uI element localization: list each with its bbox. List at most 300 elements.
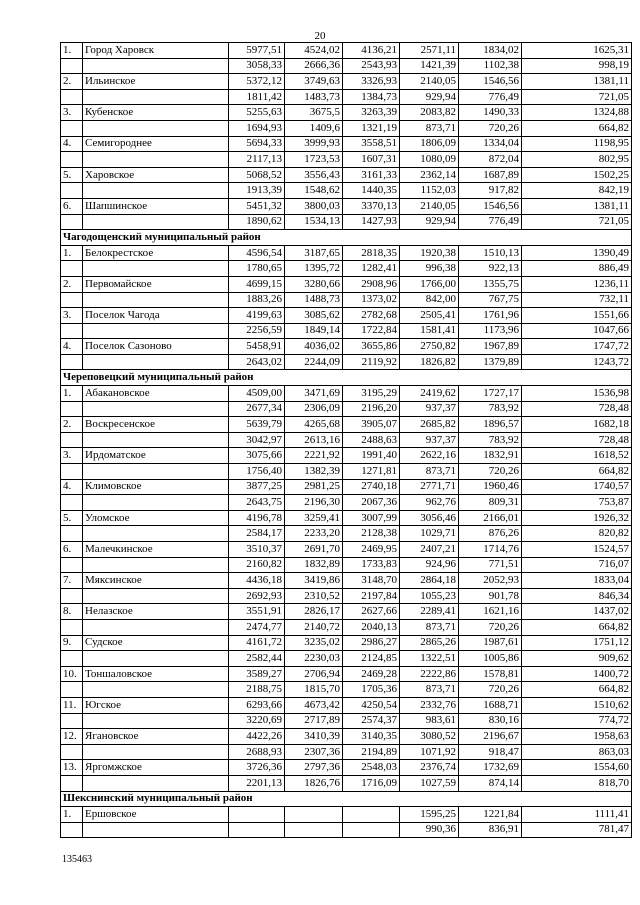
value-cell: 3999,93 — [285, 136, 343, 152]
table-row — [61, 354, 632, 370]
table-row — [61, 308, 632, 324]
value-cell: 2256,59 — [229, 323, 285, 339]
value-cell: 2194,89 — [343, 744, 400, 760]
value-cell: 918,47 — [459, 744, 522, 760]
value-cell: 6293,66 — [229, 697, 285, 713]
row-number: 1. — [61, 43, 83, 59]
row-number: 6. — [61, 198, 83, 214]
settlement-name: Кубенское — [83, 105, 229, 121]
value-cell: 929,94 — [400, 89, 459, 105]
value-cell: 1483,73 — [285, 89, 343, 105]
value-cell: 1080,09 — [400, 152, 459, 168]
value-cell: 3056,46 — [400, 510, 459, 526]
settlement-name: Первомайское — [83, 276, 229, 292]
value-cell: 774,72 — [522, 713, 632, 729]
value-cell: 1379,89 — [459, 354, 522, 370]
table-row — [61, 183, 632, 199]
settlement-name: Абакановское — [83, 386, 229, 402]
value-cell: 1766,00 — [400, 276, 459, 292]
value-cell: 3370,13 — [343, 198, 400, 214]
value-cell: 781,47 — [522, 822, 632, 838]
value-cell: 1618,52 — [522, 448, 632, 464]
value-cell: 1967,89 — [459, 339, 522, 355]
settlement-name: Уломское — [83, 510, 229, 526]
value-cell: 1524,57 — [522, 542, 632, 558]
value-cell: 1395,72 — [285, 261, 343, 277]
value-cell: 1047,66 — [522, 323, 632, 339]
value-cell: 1687,89 — [459, 167, 522, 183]
value-cell: 1780,65 — [229, 261, 285, 277]
settlement-name: Город Харовск — [83, 43, 229, 59]
value-cell: 3726,36 — [229, 760, 285, 776]
value-cell — [229, 807, 285, 823]
value-cell: 909,62 — [522, 651, 632, 667]
row-number — [61, 495, 83, 511]
settlement-name — [83, 775, 229, 791]
value-cell: 4436,18 — [229, 573, 285, 589]
value-cell: 3007,99 — [343, 510, 400, 526]
value-cell: 2717,89 — [285, 713, 343, 729]
value-cell: 1324,88 — [522, 105, 632, 121]
value-cell: 1832,91 — [459, 448, 522, 464]
row-number: 8. — [61, 604, 83, 620]
row-number: 4. — [61, 339, 83, 355]
value-cell: 3471,69 — [285, 386, 343, 402]
table-row — [61, 604, 632, 620]
value-cell: 1102,38 — [459, 58, 522, 74]
row-number: 2. — [61, 74, 83, 90]
value-cell: 873,71 — [400, 682, 459, 698]
table-row — [61, 479, 632, 495]
value-cell: 924,96 — [400, 557, 459, 573]
value-cell: 3195,29 — [343, 386, 400, 402]
value-cell: 886,49 — [522, 261, 632, 277]
value-cell: 2244,09 — [285, 354, 343, 370]
value-cell: 929,94 — [400, 214, 459, 230]
table-row — [61, 682, 632, 698]
value-cell: 1536,98 — [522, 386, 632, 402]
value-cell: 1055,23 — [400, 588, 459, 604]
value-cell: 1595,25 — [400, 807, 459, 823]
value-cell: 1029,71 — [400, 526, 459, 542]
value-cell: 5451,32 — [229, 198, 285, 214]
section-title: Череповецкий муниципальный район — [61, 370, 632, 386]
value-cell: 1727,17 — [459, 386, 522, 402]
settlement-name: Белокрестское — [83, 245, 229, 261]
value-cell: 2196,20 — [343, 401, 400, 417]
table-row — [61, 448, 632, 464]
value-cell: 4199,63 — [229, 308, 285, 324]
row-number — [61, 464, 83, 480]
value-cell: 2474,77 — [229, 619, 285, 635]
value-cell: 3905,07 — [343, 417, 400, 433]
value-cell: 2548,03 — [343, 760, 400, 776]
value-cell: 1621,16 — [459, 604, 522, 620]
value-cell: 873,71 — [400, 464, 459, 480]
table-row — [61, 58, 632, 74]
value-cell: 4161,72 — [229, 635, 285, 651]
value-cell: 2052,93 — [459, 573, 522, 589]
value-cell: 1243,72 — [522, 354, 632, 370]
value-cell: 1427,93 — [343, 214, 400, 230]
value-cell: 1833,04 — [522, 573, 632, 589]
value-cell: 4596,54 — [229, 245, 285, 261]
value-cell — [285, 822, 343, 838]
row-number — [61, 682, 83, 698]
value-cell: 3263,39 — [343, 105, 400, 121]
settlement-name — [83, 401, 229, 417]
value-cell: 917,82 — [459, 183, 522, 199]
table-row — [61, 635, 632, 651]
row-number: 2. — [61, 276, 83, 292]
value-cell: 1607,31 — [343, 152, 400, 168]
value-cell: 876,26 — [459, 526, 522, 542]
value-cell: 4422,26 — [229, 729, 285, 745]
value-cell: 3800,03 — [285, 198, 343, 214]
settlement-name — [83, 214, 229, 230]
value-cell: 1761,96 — [459, 308, 522, 324]
value-cell: 1282,41 — [343, 261, 400, 277]
value-cell: 1437,02 — [522, 604, 632, 620]
value-cell: 1409,6 — [285, 120, 343, 136]
value-cell: 1688,71 — [459, 697, 522, 713]
value-cell: 2613,16 — [285, 432, 343, 448]
value-cell: 937,37 — [400, 432, 459, 448]
value-cell: 771,51 — [459, 557, 522, 573]
settlement-name: Малечкинское — [83, 542, 229, 558]
value-cell: 1723,53 — [285, 152, 343, 168]
value-cell: 1027,59 — [400, 775, 459, 791]
row-number — [61, 89, 83, 105]
settlement-name — [83, 89, 229, 105]
settlement-name — [83, 323, 229, 339]
table-row — [61, 292, 632, 308]
settlement-name — [83, 58, 229, 74]
value-cell: 1958,63 — [522, 729, 632, 745]
value-cell: 2584,17 — [229, 526, 285, 542]
settlement-name — [83, 651, 229, 667]
table-row — [61, 542, 632, 558]
settlement-name: Воскресенское — [83, 417, 229, 433]
value-cell: 3558,51 — [343, 136, 400, 152]
value-cell: 2160,82 — [229, 557, 285, 573]
section-row — [61, 230, 632, 246]
row-number: 3. — [61, 105, 83, 121]
value-cell: 3085,62 — [285, 308, 343, 324]
table-row — [61, 666, 632, 682]
value-cell: 836,91 — [459, 822, 522, 838]
value-cell: 2771,71 — [400, 479, 459, 495]
value-cell: 1920,38 — [400, 245, 459, 261]
value-cell: 2166,01 — [459, 510, 522, 526]
value-cell: 1502,25 — [522, 167, 632, 183]
value-cell: 1581,41 — [400, 323, 459, 339]
value-cell: 842,19 — [522, 183, 632, 199]
row-number: 5. — [61, 510, 83, 526]
table-row — [61, 619, 632, 635]
row-number — [61, 261, 83, 277]
value-cell: 1488,73 — [285, 292, 343, 308]
value-cell: 3280,66 — [285, 276, 343, 292]
value-cell: 1321,19 — [343, 120, 400, 136]
settlement-name — [83, 432, 229, 448]
value-cell: 1756,40 — [229, 464, 285, 480]
row-number: 4. — [61, 136, 83, 152]
value-cell: 783,92 — [459, 401, 522, 417]
value-cell: 922,13 — [459, 261, 522, 277]
value-cell: 1221,84 — [459, 807, 522, 823]
value-cell: 2307,36 — [285, 744, 343, 760]
value-cell: 2643,02 — [229, 354, 285, 370]
row-number — [61, 432, 83, 448]
row-number: 1. — [61, 245, 83, 261]
row-number — [61, 744, 83, 760]
value-cell: 2201,13 — [229, 775, 285, 791]
settlement-name — [83, 822, 229, 838]
value-cell: 2740,18 — [343, 479, 400, 495]
value-cell: 2196,67 — [459, 729, 522, 745]
value-cell: 3877,25 — [229, 479, 285, 495]
value-cell: 1625,31 — [522, 43, 632, 59]
settlement-name — [83, 152, 229, 168]
value-cell: 1815,70 — [285, 682, 343, 698]
table-row — [61, 152, 632, 168]
value-cell: 846,34 — [522, 588, 632, 604]
value-cell — [285, 807, 343, 823]
value-cell — [343, 822, 400, 838]
value-cell: 2188,75 — [229, 682, 285, 698]
value-cell: 2067,36 — [343, 495, 400, 511]
value-cell: 1400,72 — [522, 666, 632, 682]
row-number — [61, 120, 83, 136]
value-cell: 820,82 — [522, 526, 632, 542]
table-row — [61, 729, 632, 745]
value-cell: 3148,70 — [343, 573, 400, 589]
value-cell: 2233,20 — [285, 526, 343, 542]
table-row — [61, 89, 632, 105]
table-row — [61, 167, 632, 183]
settlement-name — [83, 526, 229, 542]
value-cell: 2826,17 — [285, 604, 343, 620]
value-cell: 3042,97 — [229, 432, 285, 448]
table-row — [61, 74, 632, 90]
value-cell: 2197,84 — [343, 588, 400, 604]
settlement-name — [83, 261, 229, 277]
value-cell: 1811,42 — [229, 89, 285, 105]
value-cell: 5372,12 — [229, 74, 285, 90]
value-cell: 1490,33 — [459, 105, 522, 121]
value-cell: 872,04 — [459, 152, 522, 168]
value-cell: 728,48 — [522, 401, 632, 417]
table-row — [61, 713, 632, 729]
value-cell: 2908,96 — [343, 276, 400, 292]
value-cell: 1381,11 — [522, 198, 632, 214]
value-cell: 3326,93 — [343, 74, 400, 90]
value-cell: 1682,18 — [522, 417, 632, 433]
value-cell: 996,38 — [400, 261, 459, 277]
value-cell: 2706,94 — [285, 666, 343, 682]
value-cell: 5068,52 — [229, 167, 285, 183]
settlement-name: Ирдоматское — [83, 448, 229, 464]
value-cell: 830,16 — [459, 713, 522, 729]
value-cell: 1005,86 — [459, 651, 522, 667]
table-row — [61, 588, 632, 604]
value-cell: 1554,60 — [522, 760, 632, 776]
value-cell: 720,26 — [459, 464, 522, 480]
value-cell: 1071,92 — [400, 744, 459, 760]
value-cell: 1896,57 — [459, 417, 522, 433]
value-cell: 2289,41 — [400, 604, 459, 620]
value-cell: 4136,21 — [343, 43, 400, 59]
table-row — [61, 276, 632, 292]
row-number: 1. — [61, 386, 83, 402]
value-cell: 2117,13 — [229, 152, 285, 168]
table-row — [61, 510, 632, 526]
value-cell: 1732,69 — [459, 760, 522, 776]
value-cell: 2306,09 — [285, 401, 343, 417]
value-cell: 1198,95 — [522, 136, 632, 152]
table-row — [61, 822, 632, 838]
value-cell: 2083,82 — [400, 105, 459, 121]
value-cell: 4196,78 — [229, 510, 285, 526]
table-row — [61, 339, 632, 355]
value-cell: 2140,05 — [400, 74, 459, 90]
value-cell: 1960,46 — [459, 479, 522, 495]
value-cell: 1705,36 — [343, 682, 400, 698]
value-cell: 3510,37 — [229, 542, 285, 558]
settlement-name — [83, 682, 229, 698]
value-cell: 1578,81 — [459, 666, 522, 682]
value-cell: 2666,36 — [285, 58, 343, 74]
value-cell: 1913,39 — [229, 183, 285, 199]
value-cell: 2332,76 — [400, 697, 459, 713]
value-cell: 2818,35 — [343, 245, 400, 261]
value-cell: 1510,62 — [522, 697, 632, 713]
value-cell: 802,95 — [522, 152, 632, 168]
settlement-name — [83, 120, 229, 136]
value-cell: 1733,83 — [343, 557, 400, 573]
value-cell: 2864,18 — [400, 573, 459, 589]
row-number — [61, 822, 83, 838]
value-cell: 873,71 — [400, 619, 459, 635]
value-cell: 3080,52 — [400, 729, 459, 745]
value-cell: 2622,16 — [400, 448, 459, 464]
value-cell: 4250,54 — [343, 697, 400, 713]
row-number: 4. — [61, 479, 83, 495]
value-cell: 3161,33 — [343, 167, 400, 183]
value-cell: 2505,41 — [400, 308, 459, 324]
value-cell: 1714,76 — [459, 542, 522, 558]
value-cell: 2543,93 — [343, 58, 400, 74]
value-cell: 664,82 — [522, 464, 632, 480]
value-cell: 3655,86 — [343, 339, 400, 355]
table-row — [61, 245, 632, 261]
row-number — [61, 557, 83, 573]
row-number: 6. — [61, 542, 83, 558]
table-row — [61, 198, 632, 214]
value-cell: 1834,02 — [459, 43, 522, 59]
row-number: 3. — [61, 308, 83, 324]
value-cell: 720,26 — [459, 619, 522, 635]
row-number: 11. — [61, 697, 83, 713]
value-cell: 720,26 — [459, 682, 522, 698]
value-cell: 2574,37 — [343, 713, 400, 729]
value-cell: 1355,75 — [459, 276, 522, 292]
row-number — [61, 775, 83, 791]
value-cell: 721,05 — [522, 214, 632, 230]
value-cell: 842,00 — [400, 292, 459, 308]
value-cell: 1694,93 — [229, 120, 285, 136]
value-cell: 3675,5 — [285, 105, 343, 121]
table-row — [61, 417, 632, 433]
value-cell: 3556,43 — [285, 167, 343, 183]
row-number — [61, 619, 83, 635]
value-cell: 2140,72 — [285, 619, 343, 635]
value-cell: 2040,13 — [343, 619, 400, 635]
value-cell: 5639,79 — [229, 417, 285, 433]
table-row — [61, 744, 632, 760]
value-cell: 776,49 — [459, 89, 522, 105]
value-cell: 2119,92 — [343, 354, 400, 370]
value-cell: 937,37 — [400, 401, 459, 417]
value-cell: 1890,62 — [229, 214, 285, 230]
value-cell: 3220,69 — [229, 713, 285, 729]
value-cell: 1722,84 — [343, 323, 400, 339]
value-cell: 3419,86 — [285, 573, 343, 589]
settlement-name — [83, 354, 229, 370]
settlement-name — [83, 713, 229, 729]
table-row — [61, 697, 632, 713]
table-row — [61, 43, 632, 59]
row-number — [61, 214, 83, 230]
value-cell: 2981,25 — [285, 479, 343, 495]
value-cell: 776,49 — [459, 214, 522, 230]
row-number: 12. — [61, 729, 83, 745]
settlement-name: Климовское — [83, 479, 229, 495]
document-number: 135463 — [62, 854, 92, 865]
row-number: 1. — [61, 807, 83, 823]
section-row — [61, 370, 632, 386]
value-cell: 1421,39 — [400, 58, 459, 74]
table-row — [61, 120, 632, 136]
table-row — [61, 386, 632, 402]
value-cell: 2469,95 — [343, 542, 400, 558]
value-cell: 2986,27 — [343, 635, 400, 651]
value-cell: 767,75 — [459, 292, 522, 308]
settlement-name: Харовское — [83, 167, 229, 183]
value-cell: 1271,81 — [343, 464, 400, 480]
settlement-name — [83, 464, 229, 480]
table-row — [61, 807, 632, 823]
value-cell: 716,07 — [522, 557, 632, 573]
table-row — [61, 557, 632, 573]
value-cell: 863,03 — [522, 744, 632, 760]
value-cell: 818,70 — [522, 775, 632, 791]
row-number: 10. — [61, 666, 83, 682]
value-cell: 1740,57 — [522, 479, 632, 495]
value-cell: 998,19 — [522, 58, 632, 74]
value-cell: 901,78 — [459, 588, 522, 604]
value-cell: 2222,86 — [400, 666, 459, 682]
value-cell: 2750,82 — [400, 339, 459, 355]
value-cell: 3187,65 — [285, 245, 343, 261]
value-cell: 809,31 — [459, 495, 522, 511]
value-cell: 3235,02 — [285, 635, 343, 651]
row-number — [61, 183, 83, 199]
table-row — [61, 775, 632, 791]
value-cell: 2140,05 — [400, 198, 459, 214]
table-row — [61, 136, 632, 152]
